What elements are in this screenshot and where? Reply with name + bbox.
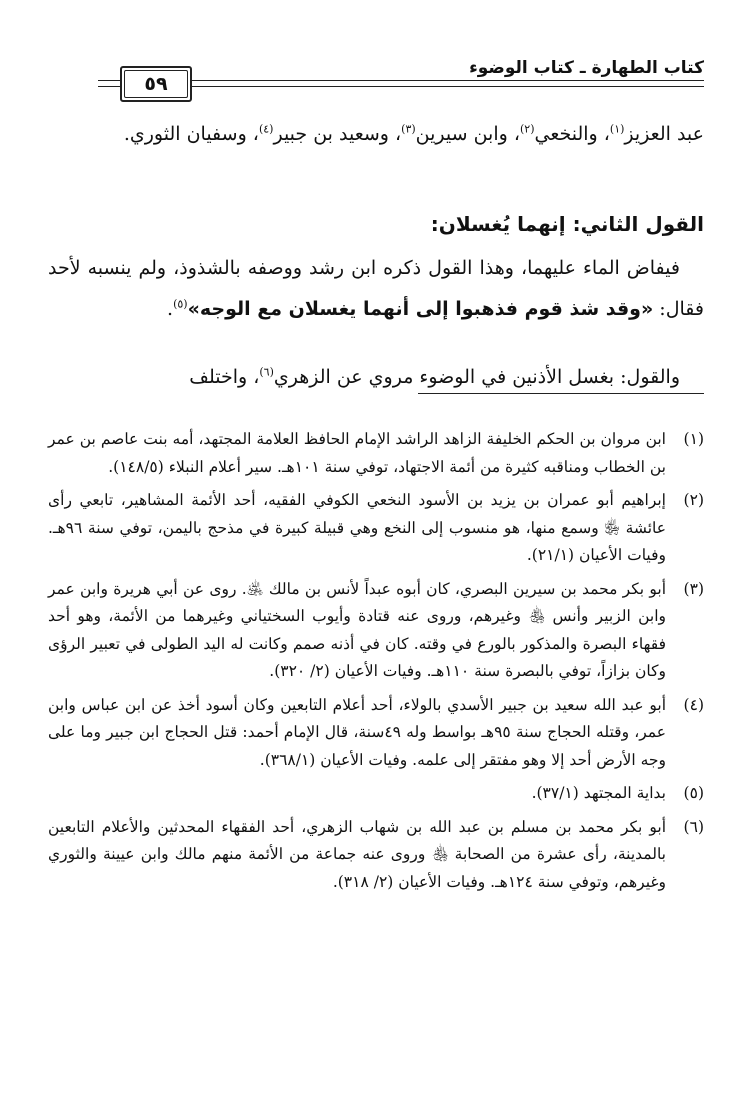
footnote-3 [48, 576, 704, 686]
page-number-box [120, 66, 192, 102]
footnote-ref-5[interactable]: (٥) [173, 297, 188, 311]
footnote-number: (٤) [683, 695, 704, 714]
text-run: ، واختلف [189, 366, 260, 388]
text-run: ، وسعيد بن جبير [273, 123, 402, 145]
footnote-text: ابن مروان بن الحكم الخليفة الزاهد الراشد الإمام الحافظ العلامة المجتهد، أمه بنت عاصم بن عمر بن الخطاب ومناقبه كثيرة من أئمة الاجتهاد، توفي سنة ١٠١هـ. سير أعلام النبلاء (١٤٨/٥). [48, 430, 666, 476]
text-run: ، والنخعي [534, 123, 610, 145]
footnote-1 [48, 426, 704, 481]
footnote-ref-6[interactable]: (٦) [259, 365, 274, 379]
text-run: والقول: بغسل الأذنين في الوضوء مروي عن الزهري [273, 366, 680, 388]
text-run: . [167, 298, 174, 320]
footnote-ref-3[interactable]: (٣) [401, 122, 416, 136]
footnote-number: (٢) [683, 491, 704, 509]
footnote-separator [418, 393, 704, 394]
text-run: فيفاض الماء عليهما، وهذا القول ذكره ابن رشد ووصفه بالشذوذ، [173, 257, 680, 279]
paragraph-3 [48, 357, 704, 398]
text-run: ، وسفيان الثوري. [123, 123, 259, 145]
text-run: عبد العزيز [624, 123, 704, 145]
footnote-number: (٣) [683, 579, 704, 598]
paragraph-2 [48, 248, 704, 330]
footnote-ref-1[interactable]: (١) [609, 122, 625, 136]
header-rule-right [192, 80, 704, 81]
footnote-text: بداية المجتهد (٣٧/١). [531, 784, 666, 802]
footnote-text: إبراهيم أبو عمران بن يزيد بن الأسود النخعي الكوفي الفقيه، أحد الأئمة المشاهير، تابعي رأى عائشة ﵂ وسمع منها، هو منسوب إلى النخع وهي قبيلة كبيرة في مذحج باليمن، توفي سنة ٩٦هـ. وفيات الأعيان (٢١/١). [48, 491, 666, 564]
footnote-ref-4[interactable]: (٤) [258, 122, 274, 136]
text-run: ، وابن سيرين [415, 123, 520, 145]
ibn-rushd-quote: «وقد شذ قوم فذهبوا إلى أنهما يغسلان مع الوجه» [187, 298, 654, 320]
footnote-text: أبو بكر محمد بن مسلم بن عبد الله بن شهاب الزهري، أحد الفقهاء المحدثين والأعلام التابعين بالمدينة، رأى عشرة من الصحابة ﵃ وروى عنه جماعة من الأئمة منهم مالك وابن عيينة والثوري وغيرهم، وتوفي سنة ١٢٤هـ. وفيات الأعيان (٢/ ٣١٨). [48, 817, 666, 891]
header-rule-left-2 [98, 86, 120, 87]
header-rule-left [98, 80, 120, 81]
footnote-text: أبو عبد الله سعيد بن جبير الأسدي بالولاء، أحد أعلام التابعين وكان أسود أخذ عن ابن عباس وابن عمر، وقتله الحجاج سنة ٩٥هـ بواسط وله ٤٩سنة، قال الإمام أحمد: قتل الحجاج ابن جبير وما على وجه الأرض أحد إلا وهو مفتقر إلى علمه. وفيات الأعيان (٣٦٨/١). [48, 695, 667, 769]
footnote-text: أبو بكر محمد بن سيرين البصري، كان أبوه عبداً لأنس بن مالك ﵁. روى عن أبي هريرة وابن عمر وابن الزبير وأنس ﵃ وغيرهم، وروى عنه قتادة وأيوب السختياني وغيرهما من الأئمة، وهو أحد فقهاء البصرة والمذكور بالورع في وقته. كان في أذنه صمم وكانت له اليد الطولى في تعبير الرؤى وكان بزازاً، توفي بالبصرة سنة ١١٠هـ. وفيات الأعيان (٢/ ٣٢٠). [48, 579, 666, 680]
footnote-ref-2[interactable]: (٢) [519, 122, 535, 136]
header-rule-right-2 [192, 86, 704, 87]
footnote-number: (١) [683, 430, 704, 448]
footnote-number: (٥) [683, 784, 704, 802]
page-number: ٥٩ [124, 70, 188, 98]
section-heading: القول الثاني: إنهما يُغسلان: [430, 212, 704, 236]
footnote-5 [48, 780, 704, 808]
running-title: كتاب الطهارة ـ كتاب الوضوء [469, 58, 704, 78]
footnote-4 [48, 692, 704, 775]
footnote-2 [48, 487, 704, 570]
footnote-number: (٦) [683, 817, 704, 836]
footnote-6 [48, 814, 704, 897]
footnotes [48, 426, 704, 902]
text-run: ولم ينسبه لأحد فقال: [48, 257, 704, 320]
paragraph-1 [48, 114, 704, 155]
